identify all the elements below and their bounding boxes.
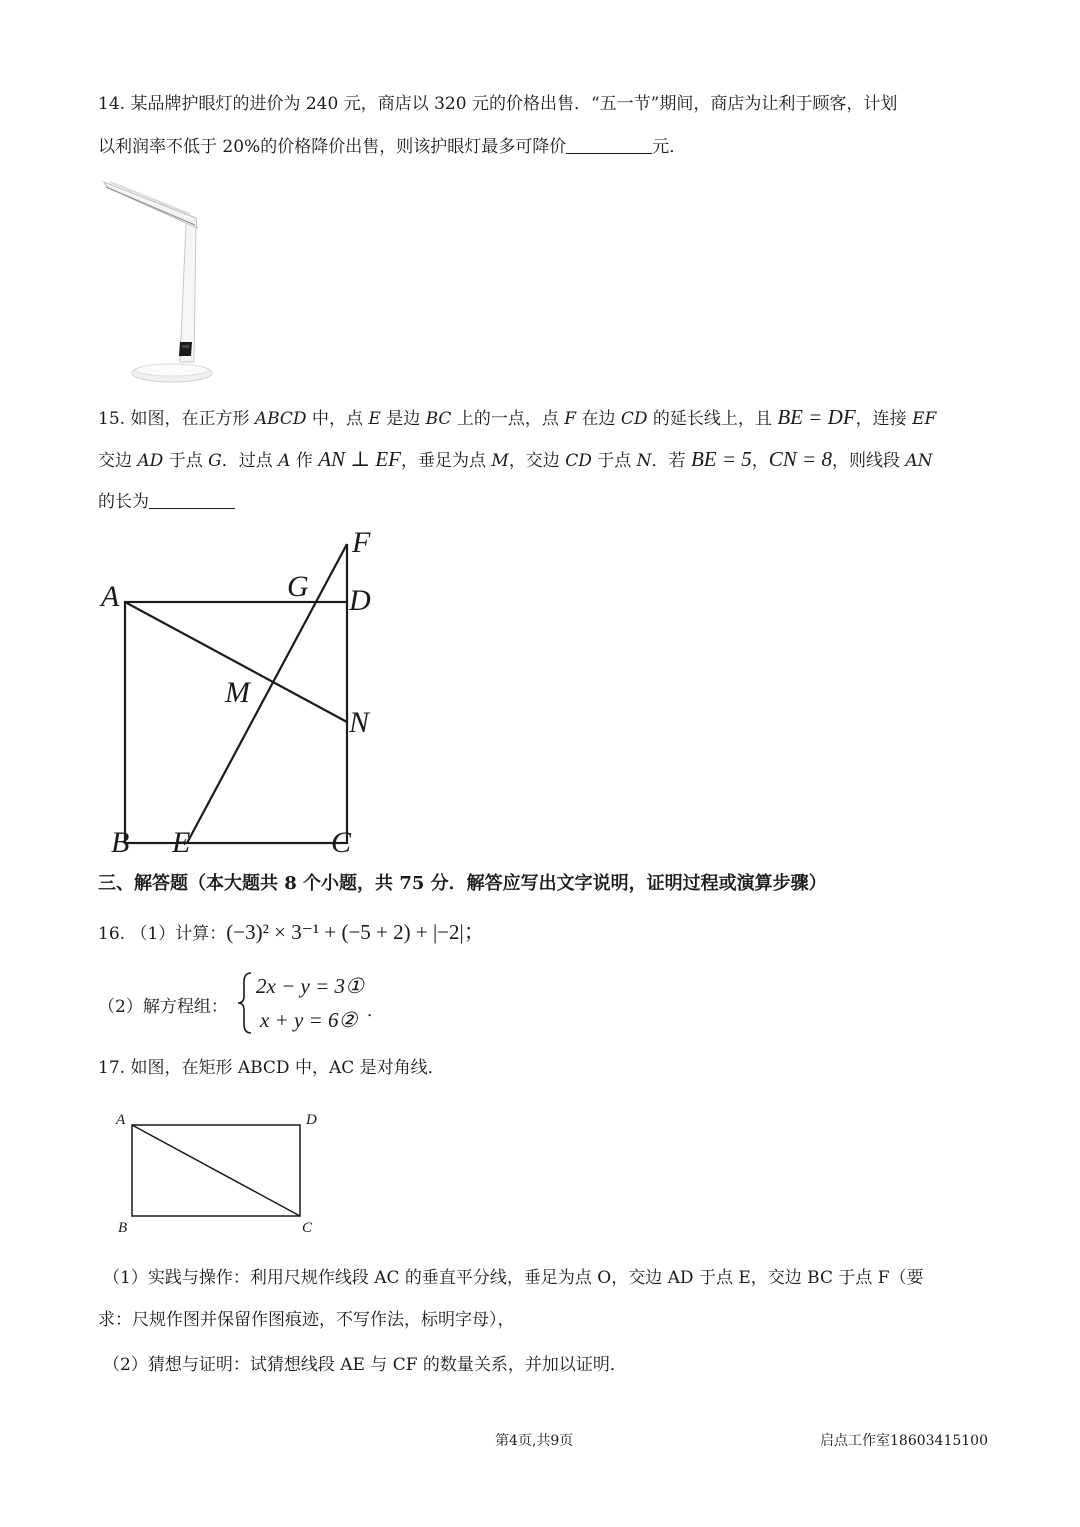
answer-blank-q14[interactable]	[566, 135, 652, 154]
section-heading: 三、解答题（本大题共 8 个小题，共 75 分．解答应写出文字说明，证明过程或演算步骤）	[98, 873, 827, 894]
q14-unit: 元．	[652, 137, 687, 157]
label-f: F	[352, 526, 371, 559]
rectangle-figure	[110, 1104, 330, 1238]
label-m: M	[225, 676, 250, 709]
label-e: E	[172, 826, 191, 859]
q17-part1-line1: （1）实践与操作：利用尺规作线段 AC 的垂直平分线，垂足为点 O，交边 AD 于点 E，交边 BC 于点 F（要	[103, 1268, 924, 1288]
label-d: D	[306, 1112, 317, 1128]
q15-line3: 的长为	[98, 490, 235, 514]
label-b: B	[118, 1220, 128, 1236]
q15-line2: 交边 AD 于点 G．过点 A 作 AN ⊥ EF，垂足为点 M，交边 CD 于点 N．若 BE = 5，CN = 8，则线段 AN	[98, 447, 933, 471]
equation-perpendicular: AN ⊥ EF	[318, 447, 401, 471]
answer-blank-q15[interactable]	[149, 490, 235, 509]
page-number: 第4页,共9页	[495, 1433, 574, 1449]
equation-be-df: BE = DF	[777, 405, 856, 429]
q14-line2-text: 以利润率不低于 20%的价格降价出售，则该护眼灯最多可降价	[98, 137, 567, 157]
label-c: C	[302, 1220, 313, 1236]
equation-be-5: BE = 5	[690, 447, 752, 471]
q17-part2: （2）猜想与证明：试猜想线段 AE 与 CF 的数量关系，并加以证明．	[103, 1355, 627, 1375]
q17-intro: 17. 如图，在矩形 ABCD 中，AC 是对角线．	[98, 1058, 445, 1078]
system-brace	[236, 970, 254, 1036]
desk-lamp-image	[100, 174, 220, 386]
studio-contact: 启点工作室18603415100	[820, 1433, 988, 1449]
q16-expression: (−3)² × 3⁻¹ + (−5 + 2) + |−2|；	[226, 920, 485, 944]
label-d: D	[349, 584, 371, 617]
equation-2: x + y = 6②	[260, 1008, 358, 1032]
label-a: A	[116, 1112, 126, 1128]
segment-ef	[187, 544, 347, 843]
q16-part1: 16. （1）计算：(−3)² × 3⁻¹ + (−5 + 2) + |−2|；	[98, 920, 485, 944]
q14-line2	[98, 135, 686, 159]
label-c: C	[331, 826, 352, 859]
q16-part2-label: （2）解方程组：	[98, 997, 228, 1017]
q17-part1-line2: 求：尺规作图并保留作图痕迹，不写作法，标明字母），	[98, 1310, 515, 1330]
q15-line1: 15. 如图，在正方形 ABCD 中，点 E 是边 BC 上的一点，点 F 在边 CD 的延长线上，且 BE = DF，连接 EF	[98, 405, 937, 429]
label-b: B	[111, 826, 130, 859]
label-a: A	[101, 580, 120, 613]
q14-line1: 14. 某品牌护眼灯的进价为 240 元，商店以 320 元的价格出售．“五一节”期间，商店为让利于顾客，计划	[98, 94, 898, 114]
q16-period: ．	[367, 1001, 384, 1021]
diagonal-ac	[132, 1125, 300, 1216]
square-geometry-figure	[95, 522, 395, 862]
equation-cn-8: CN = 8	[768, 447, 832, 471]
square-abcd	[125, 602, 347, 843]
equation-1: 2x − y = 3①	[256, 974, 364, 998]
label-g: G	[287, 570, 309, 603]
label-n: N	[349, 706, 370, 739]
